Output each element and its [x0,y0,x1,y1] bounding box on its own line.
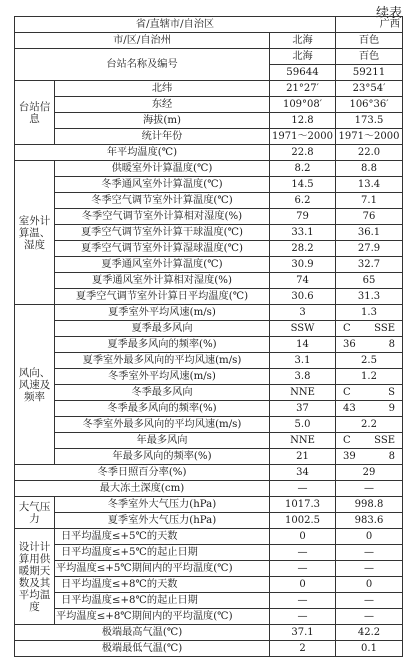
table-row [15,209,403,225]
value-b-calm: C [343,387,351,398]
table-row [15,305,403,321]
value-b: 106°36′ [336,97,403,113]
value-b: 2.2 [336,417,403,433]
header-city-row [15,33,403,49]
row-label: 冬季室外平均风速(m/s) [55,369,270,385]
value-b: 1.2 [336,369,403,385]
table-row [15,177,403,193]
value-a: NNE [270,433,336,449]
value-a: 3.1 [270,353,336,369]
row-label: 海拔(m) [55,113,270,129]
row-label: 夏季室外大气压力(hPa) [55,513,270,529]
row-label: 北纬 [55,81,270,97]
value-b: 29 [336,465,403,481]
value-b: 8.8 [336,161,403,177]
value-b: — [336,609,403,625]
value-a: 28.2 [270,241,336,257]
value-b [336,385,403,401]
value-b: — [336,561,403,577]
value-a: — [270,545,336,561]
value-b: 23°54′ [336,81,403,97]
value-a: 0 [270,577,336,593]
table-row [15,529,403,545]
value-b: 65 [336,273,403,289]
table-row [15,417,403,433]
value-a: 109°08′ [270,97,336,113]
value-b: — [336,593,403,609]
table-row [15,545,403,561]
value-a: 21 [270,449,336,465]
value-a: 1017.3 [270,497,336,513]
row-label: 夏季通风室外计算温度(℃) [55,257,270,273]
value-b: — [336,481,403,497]
value-a: 6.2 [270,193,336,209]
table-row [15,273,403,289]
row-label: 日平均温度≤+8℃的天数 [55,577,270,593]
row-label: 平均温度≤+5℃期间内的平均温度(℃) [55,561,270,577]
value-b: 76 [336,209,403,225]
value-a: 12.8 [270,113,336,129]
category-wind: 风向、风速及频率 [15,305,55,465]
value-b-dir: 9 [388,403,395,414]
value-b-calm: 39 [343,451,356,462]
value-a: 22.8 [270,145,336,161]
table-row [15,145,403,161]
table-row [15,513,403,529]
value-a: — [270,609,336,625]
value-b: 32.7 [336,257,403,273]
row-label: 夏季最多风向 [55,321,270,337]
table-row [15,337,403,353]
table-row [15,449,403,465]
row-label: 夏季室外最多风向的平均风速(m/s) [55,353,270,369]
value-b: 0.1 [336,641,403,657]
row-label: 供暖室外计算温度(℃) [55,161,270,177]
value-b-dir: 8 [388,339,395,350]
row-label: 极端最低气温(℃) [15,641,270,657]
table-row [15,625,403,641]
value-b [336,337,403,353]
station-label: 台站名称及编号 [15,49,270,81]
value-b: 983.6 [336,513,403,529]
value-b: — [336,545,403,561]
value-b-calm: 43 [343,403,356,414]
table-row [15,241,403,257]
table-row [15,81,403,97]
value-b-calm: C [343,323,351,334]
row-label: 冬季空气调节室外计算相对湿度(%) [55,209,270,225]
row-label: 冬季通风室外计算温度(℃) [55,177,270,193]
value-a: 1971～2000 [270,129,336,145]
table-row [15,129,403,145]
value-a: — [270,481,336,497]
code-b: 59211 [336,65,403,81]
table-row [15,497,403,513]
row-label: 年最多风向的频率(%) [55,449,270,465]
row-label: 日平均温度≤+5℃的起止日期 [55,545,270,561]
row-label: 极端最高气温(℃) [15,625,270,641]
table-row [15,561,403,577]
value-b [336,321,403,337]
value-a: SSW [270,321,336,337]
table-row [15,385,403,401]
value-b: 2.5 [336,353,403,369]
row-label: 平均温度≤+8℃期间内的平均温度(℃) [55,609,270,625]
row-label: 冬季日照百分率(%) [15,465,270,481]
table-row [15,465,403,481]
category-heating-design: 设计计算用供暖期天数及其平均温度 [15,529,55,625]
value-b-calm: C [343,435,351,446]
value-a: 3 [270,305,336,321]
row-label: 夏季通风室外计算相对湿度(%) [55,273,270,289]
value-b [336,449,403,465]
value-a: 8.2 [270,161,336,177]
value-a: 1002.5 [270,513,336,529]
value-b: 36.1 [336,225,403,241]
value-b: 7.1 [336,193,403,209]
table-row [15,321,403,337]
row-label: 冬季室外大气压力(hPa) [55,497,270,513]
value-a: 33.1 [270,225,336,241]
city-a: 北海 [270,33,336,49]
value-b: 0 [336,529,403,545]
table-row [15,353,403,369]
station-a: 北海 [270,49,336,65]
city-b: 百色 [336,33,403,49]
value-b: 13.4 [336,177,403,193]
row-label: 日平均温度≤+5℃的天数 [55,529,270,545]
value-a: 2 [270,641,336,657]
table-row [15,161,403,177]
table-row [15,225,403,241]
value-b: 0 [336,577,403,593]
row-label: 夏季空气调节室外计算湿球温度(℃) [55,241,270,257]
value-a: 14 [270,337,336,353]
province-value: 广西 [336,17,403,33]
value-b: 27.9 [336,241,403,257]
value-b-dir: SSE [374,435,395,446]
value-b: 1.3 [336,305,403,321]
city-label: 市/区/自治州 [15,33,270,49]
table-row [15,401,403,417]
row-label: 夏季空气调节室外计算干球温度(℃) [55,225,270,241]
code-a: 59644 [270,65,336,81]
value-a: 79 [270,209,336,225]
value-b-dir: 8 [388,451,395,462]
value-a: 37.1 [270,625,336,641]
table-row [15,593,403,609]
continued-label: 续表 [375,6,402,21]
value-b: 31.3 [336,289,403,305]
row-label: 最大冻土深度(cm) [15,481,270,497]
row-label: 东经 [55,97,270,113]
row-label: 统计年份 [55,129,270,145]
row-label: 年最多风向 [55,433,270,449]
value-a: 30.9 [270,257,336,273]
row-label: 冬季空气调节室外计算温度(℃) [55,193,270,209]
table-row [15,193,403,209]
category-pressure: 大气压力 [15,497,55,529]
value-a: 5.0 [270,417,336,433]
value-a: 14.5 [270,177,336,193]
table-row [15,97,403,113]
value-a: — [270,561,336,577]
table-row [15,577,403,593]
province-label: 省/直辖市/自治区 [15,17,336,33]
table-row [15,481,403,497]
category-station-info: 台站信息 [15,81,55,145]
category-outdoor-temp-humidity: 室外计算温、湿度 [15,161,55,305]
row-label: 冬季最多风向的频率(%) [55,401,270,417]
value-b-calm: 36 [343,339,356,350]
value-a: — [270,593,336,609]
climate-data-table [14,16,403,657]
value-a: 21°27′ [270,81,336,97]
row-label: 年平均温度(℃) [15,145,270,161]
value-b [336,433,403,449]
row-label: 夏季最多风向的频率(%) [55,337,270,353]
value-b: 42.2 [336,625,403,641]
header-province-row [15,17,403,33]
row-label: 日平均温度≤+8℃的起止日期 [55,593,270,609]
row-label: 夏季室外平均风速(m/s) [55,305,270,321]
value-a: 0 [270,529,336,545]
value-a: 30.6 [270,289,336,305]
row-label: 冬季室外最多风向的平均风速(m/s) [55,417,270,433]
value-a: 3.8 [270,369,336,385]
value-a: NNE [270,385,336,401]
value-b-dir: SSE [374,323,395,334]
table-row [15,257,403,273]
table-row [15,113,403,129]
row-label: 冬季最多风向 [55,385,270,401]
value-b: 1971～2000 [336,129,403,145]
table-row [15,433,403,449]
header-station-row [15,49,403,65]
station-b: 百色 [336,49,403,65]
table-row [15,369,403,385]
value-b: 998.8 [336,497,403,513]
value-b [336,401,403,417]
value-b: 22.0 [336,145,403,161]
table-row [15,609,403,625]
value-a: 34 [270,465,336,481]
value-b-dir: S [388,387,395,398]
value-b: 173.5 [336,113,403,129]
table-row [15,289,403,305]
row-label: 夏季空气调节室外计算日平均温度(℃) [55,289,270,305]
value-a: 74 [270,273,336,289]
table-row [15,641,403,657]
value-a: 37 [270,401,336,417]
